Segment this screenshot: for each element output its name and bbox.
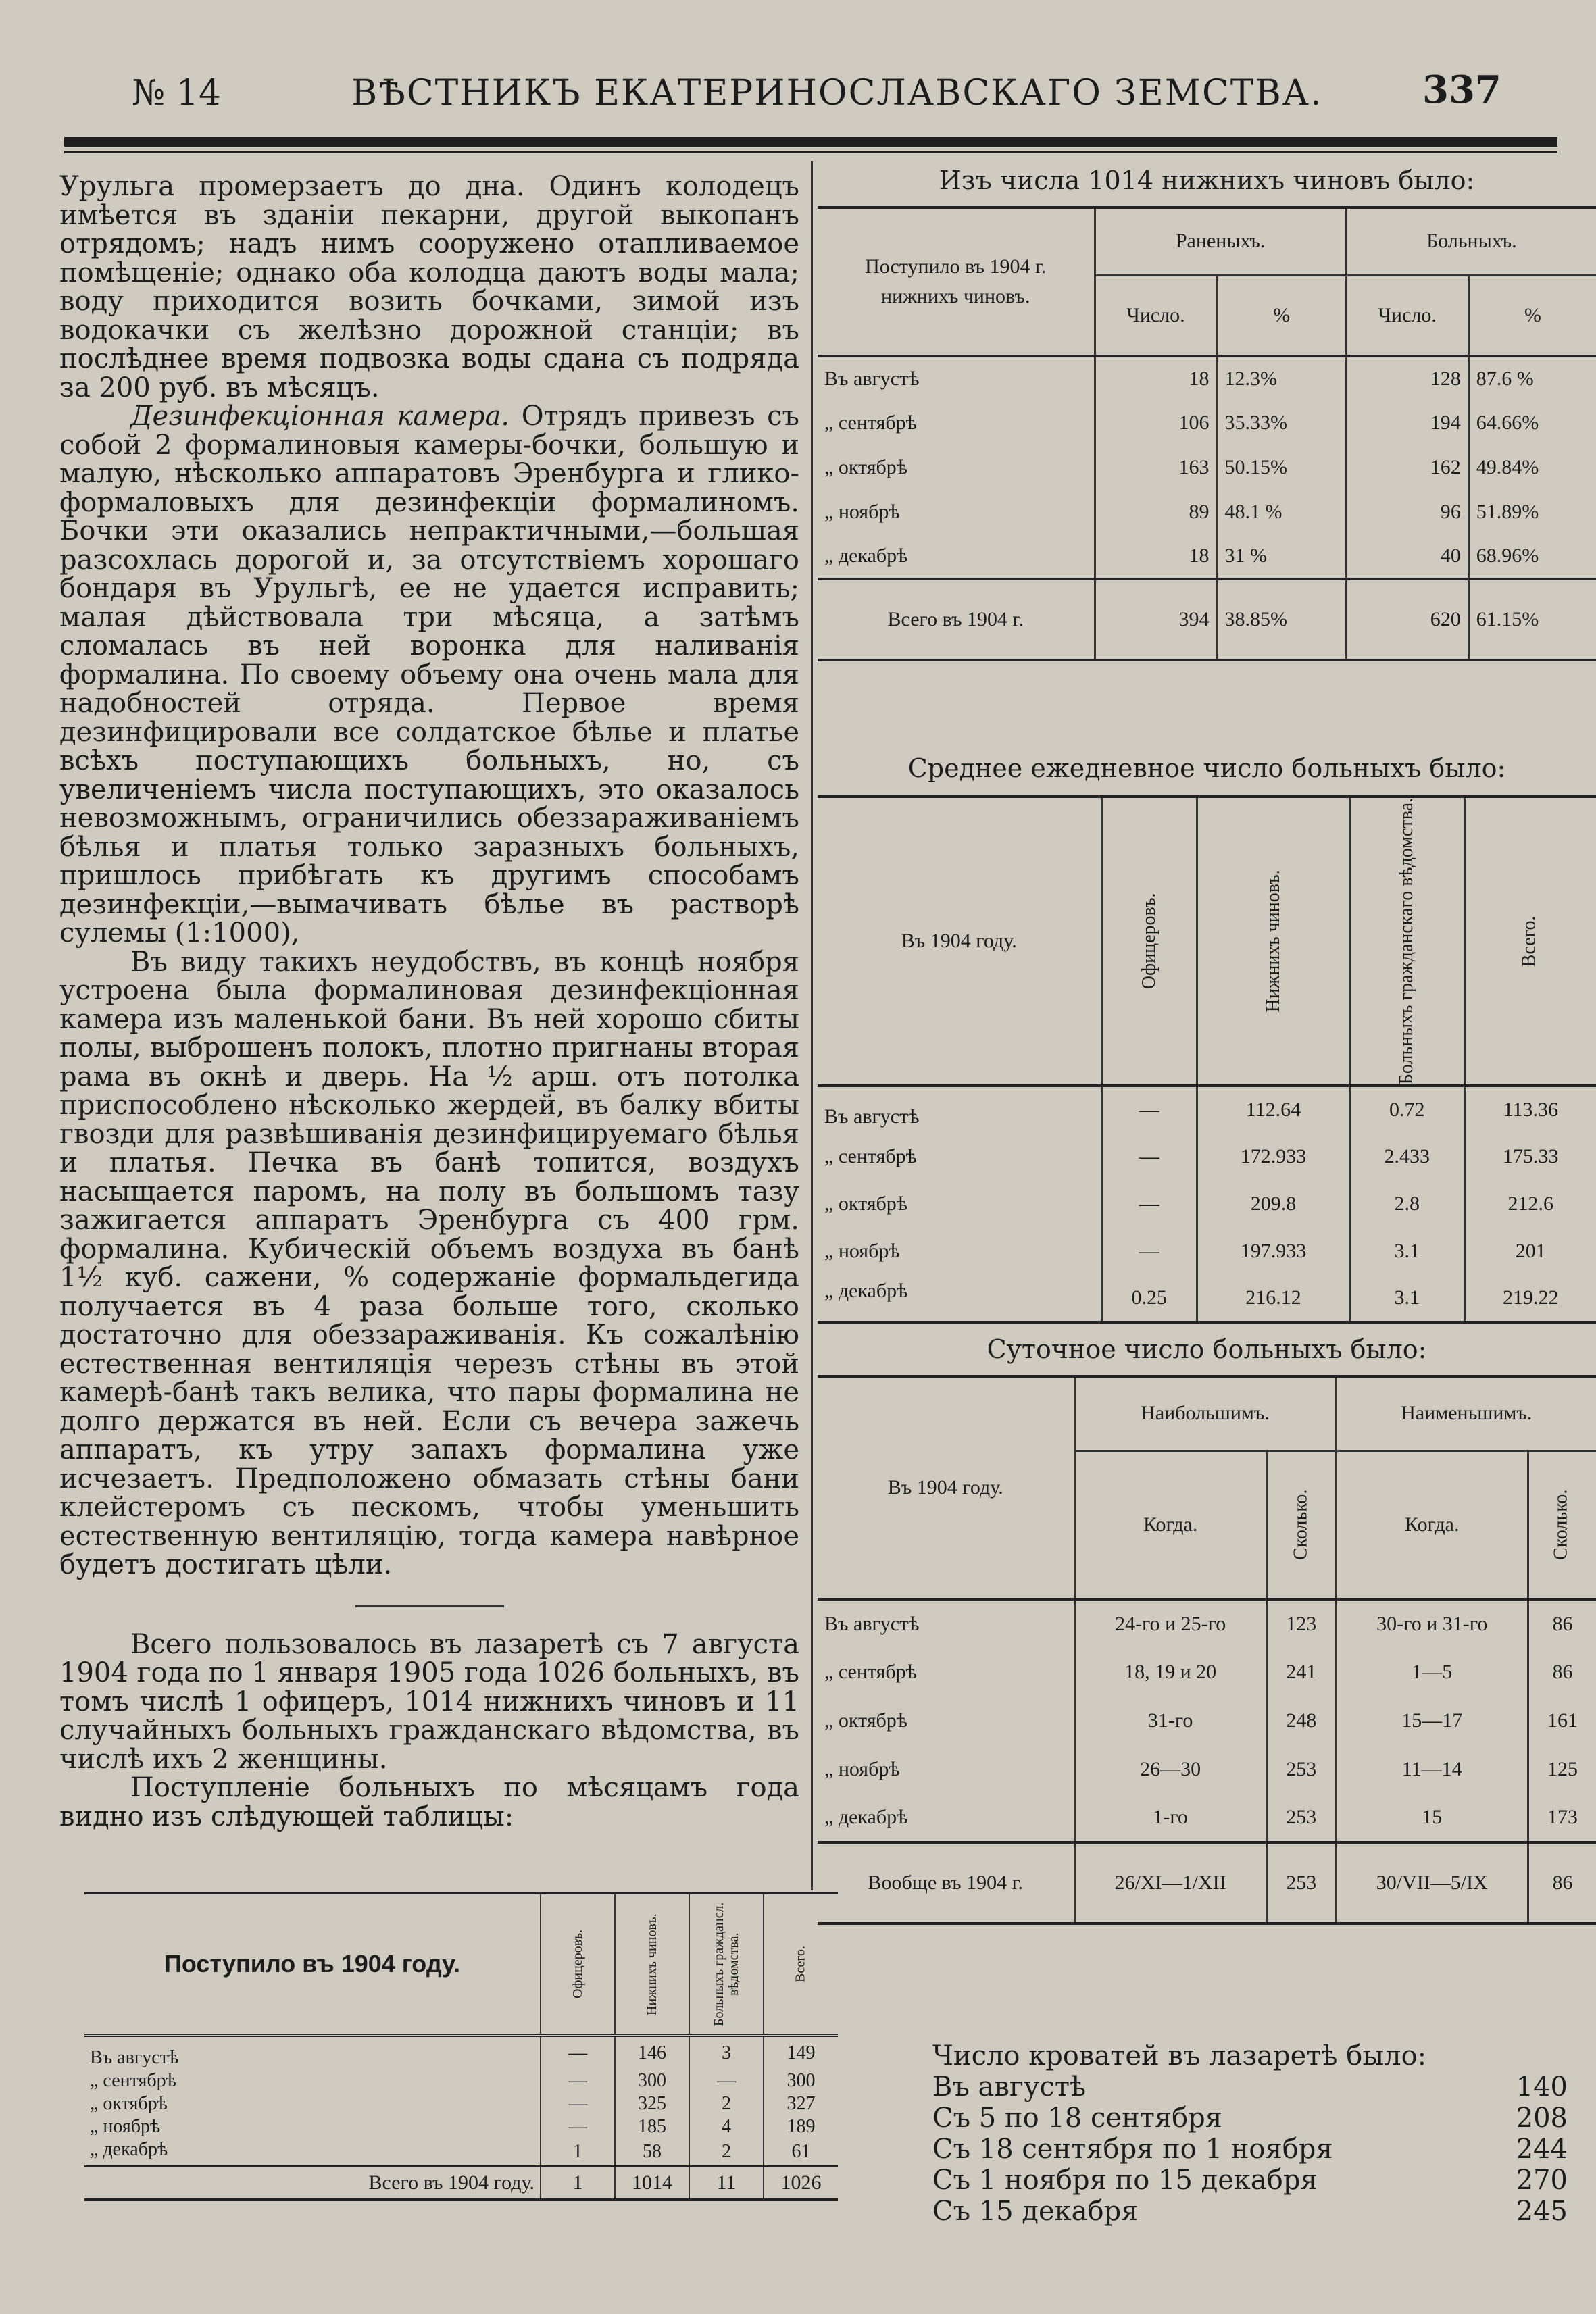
table-row: „ декабрѣ 1-го 253 15 173	[818, 1794, 1596, 1842]
admissions-row-header: Поступило въ 1904 году.	[84, 1893, 541, 2035]
total-row: Вообще въ 1904 г. 26/XI—1/XII 253 30/VII—5/IX 86	[818, 1842, 1596, 1923]
table-row: „ ноябрѣ — 197.933 3.1 201	[818, 1228, 1596, 1275]
table-row: „ декабрѣ 18 31 % 40 68.96%	[818, 534, 1596, 579]
list-item: Съ 1 ноября по 15 декабря 270	[932, 2165, 1568, 2196]
column-divider	[811, 161, 813, 1890]
beds-caption: Число кроватей въ лазаретѣ было:	[932, 2040, 1427, 2071]
paragraph-water: Урульга промерзаетъ до дна. Одинъ колодецъ имѣется въ зданіи пекарни, другой выкопанъ отрядомъ; надъ нимъ сооружено отапливаемое помѣщеніе; однако оба колодца даютъ воды мала; воду приходится возить бочками, зимой изъ водокачки съ желѣзно дорожной станціи; въ послѣднее время подвозка воды сдана съ подряда за 200 руб. въ мѣсяцъ.	[59, 171, 799, 403]
paragraph-totals: Всего пользовалось въ лазаретѣ съ 7 августа 1904 года по 1 января 1905 года 1026 больныхъ, въ томъ числѣ 1 офицеръ, 1014 нижнихъ чиновъ и 11 случайныхъ больныхъ гражданскаго вѣдомства, въ числѣ ихъ 2 женщины.	[59, 1628, 799, 1775]
running-header	[0, 68, 1596, 120]
total-row: Всего въ 1904 г. 394 38.85% 620 61.15%	[818, 579, 1596, 660]
table-row: Въ августѣ — 146 3 149	[84, 2035, 838, 2069]
header-rule-thin	[64, 151, 1557, 153]
paragraph-table-intro: Поступленіе больныхъ по мѣсяцамъ года видно изъ слѣдующей таблицы:	[59, 1772, 799, 1832]
table-row: „ октябрѣ — 325 2 327	[84, 2092, 838, 2115]
total-row: Всего въ 1904 году. 1 1014 11 1026	[84, 2166, 838, 2200]
section-heading: Дезинфекціонная камера.	[130, 401, 510, 432]
table-row: Въ августѣ — 112.64 0.72 113.36	[818, 1086, 1596, 1133]
table-row: Въ августѣ 18 12.3% 128 87.6 %	[818, 356, 1596, 401]
list-item: Съ 5 по 18 сентября 208	[932, 2103, 1568, 2134]
table-row: „ ноябрѣ 89 48.1 % 96 51.89%	[818, 490, 1596, 534]
table-row: „ сентябрѣ — 172.933 2.433 175.33	[818, 1133, 1596, 1180]
table-row: „ декабрѣ 0.25 216.12 3.1 219.22	[818, 1275, 1596, 1322]
table-row: „ сентябрѣ — 300 — 300	[84, 2069, 838, 2092]
table-row: Въ августѣ 24-го и 25-го 123 30-го и 31-го 86	[818, 1599, 1596, 1648]
table-row: „ ноябрѣ — 185 4 189	[84, 2115, 838, 2138]
issue-number: № 14	[132, 73, 221, 114]
section-divider	[355, 1605, 504, 1607]
wounded-sick-table: Поступило въ 1904 г. нижнихъ чиновъ. Раненыхъ. Больныхъ. Число. % Число. % Въ августѣ 18 12.3% 128 87.6 % „ сентябрѣ 106 35.33% 194 64.66% „ октябрѣ 163 50.15% 162 49.84% „ ноябрѣ 89 48.1 % 96 51.89% „ декабрѣ 18 31 % 40 68.96% Всего въ 1904 г. 394 38.85% 620 61.15%	[818, 206, 1596, 661]
daily-average-caption: Среднее ежедневное число больныхъ было:	[907, 753, 1506, 783]
wounded-sick-section	[818, 166, 1596, 661]
table-row: „ декабрѣ 1 58 2 61	[84, 2138, 838, 2167]
daily-count-table: Въ 1904 году. Наибольшимъ. Наименьшимъ. Когда. Сколько. Когда. Сколько. Въ августѣ 24-го и 25-го 123 30-го и 31-го 86 „ сентябрѣ 18, 19 и 20 241 1—5 86 „ октябрѣ 31-го 248 15—17 161 „ ноябрѣ 26—30 253 11—14 125 „ декабрѣ 1-го 253 15 173 Вообще въ 1904 г. 26/XI—1/XII 253 30/VII—5/IX 86	[818, 1375, 1596, 1925]
admissions-table: Поступило въ 1904 году. Офицеровъ. Нижнихъ чиновъ. Больныхъ граждансл. вѣдомства. Всего. Въ августѣ — 146 3 149 „ сентябрѣ — 300 — 300 „ октябрѣ — 325 2 327 „ ноябрѣ — 185 4 189 „ декабрѣ 1 58 2 61 Всего въ 1904 году. 1 1014 11 1026	[84, 1892, 838, 2201]
table-row: „ сентябрѣ 106 35.33% 194 64.66%	[818, 401, 1596, 445]
list-item: Въ августѣ 140	[932, 2071, 1568, 2103]
paragraph-disinfection: Дезинфекціонная камера. Отрядъ привезъ съ собой 2 формалиновыя камеры-бочки, большую и малую, нѣсколько аппаратовъ Эренбурга и глико-формаловыхъ для дезинфекціи формалиномъ. Бочки эти оказались непрактичными,—большая разсохлась дорогой и, за отсутствіемъ хорошаго бондаря въ Урульгѣ, ее не удается исправить; малая дѣйствовала три мѣсяца, а затѣмъ сломалась въ ней воронка для наливанія формалина. По своему объему она очень мала для надобностей отряда. Первое время дезинфицировали все солдатское бѣлье и платье всѣхъ поступающихъ больныхъ, но, съ увеличеніемъ числа поступающихъ, это оказалось невозможнымъ, ограничились обеззараживаніемъ бѣлья и платья только заразныхъ больныхъ, пришлось прибѣгать къ другимъ способамъ дезинфекціи,—вымачивать бѣлье въ растворѣ сулемы (1:1000),	[59, 401, 800, 949]
wounded-sick-caption: Изъ числа 1014 нижнихъ чиновъ было:	[939, 166, 1475, 195]
table-row: „ октябрѣ 31-го 248 15—17 161	[818, 1696, 1596, 1745]
daily-count-section	[818, 1334, 1596, 1925]
table-row: „ октябрѣ — 209.8 2.8 212.6	[818, 1180, 1596, 1228]
table-row: „ сентябрѣ 18, 19 и 20 241 1—5 86	[818, 1648, 1596, 1696]
beds-section	[932, 2040, 1568, 2227]
journal-title: ВѢСТНИКЪ ЕКАТЕРИНОСЛАВСКАГО ЗЕМСТВА.	[351, 73, 1323, 114]
header-rule	[64, 137, 1557, 147]
page-number: 337	[1422, 68, 1501, 112]
paragraph-bath-chamber: Въ виду такихъ неудобствъ, въ концѣ ноября устроена была формалиновая дезинфекціонная камера изъ маленькой бани. Въ ней хорошо сбиты полы, выброшенъ полокъ, плотно пригнаны вторая рама въ окнѣ и дверь. На ½ арш. отъ потолка приспособлено нѣсколько жердей, въ балку вбиты гвозди для развѣшиванія дезинфицируемаго бѣлья и платья. Печка въ банѣ топится, воздухъ насыщается паромъ, на полу въ большомъ тазу зажигается аппаратъ Эренбурга съ 400 грм. формалина. Кубическій объемъ воздуха въ банѣ 1½ куб. сажени, % содержаніе формальдегида получается въ 4 раза больше того, сколько достаточно для обеззараживанія. Къ сожалѣнію естественная вентиляція черезъ стѣны въ этой камерѣ-банѣ такъ велика, что пары формалина не долго держатся въ ней. Если съ вечера зажечь аппаратъ, къ утру запахъ формалина уже исчезаетъ. Предположено обмазать стѣны бани клейстеромъ съ пескомъ, чтобы уменьшить естественную вентиляцію, тогда камера навѣрное будетъ достигать цѣли.	[59, 946, 799, 1580]
table-row: „ октябрѣ 163 50.15% 162 49.84%	[818, 445, 1596, 490]
left-column	[59, 172, 799, 1831]
daily-count-caption: Суточное число больныхъ было:	[987, 1334, 1427, 1364]
list-item: Съ 18 сентября по 1 ноября 244	[932, 2134, 1568, 2165]
table-row: „ ноябрѣ 26—30 253 11—14 125	[818, 1745, 1596, 1794]
daily-average-section	[818, 753, 1596, 1324]
list-item: Съ 15 декабря 245	[932, 2196, 1568, 2227]
daily-average-table: Въ 1904 году. Офицеровъ. Нижнихъ чиновъ. Больныхъ гражданскаго вѣдомства. Всего. Въ августѣ — 112.64 0.72 113.36 „ сентябрѣ — 172.933 2.433 175.33 „ октябрѣ — 209.8 2.8 212.6 „ ноябрѣ — 197.933 3.1 201 „ декабрѣ 0.25 216.12 3.1 219.22	[818, 795, 1596, 1324]
